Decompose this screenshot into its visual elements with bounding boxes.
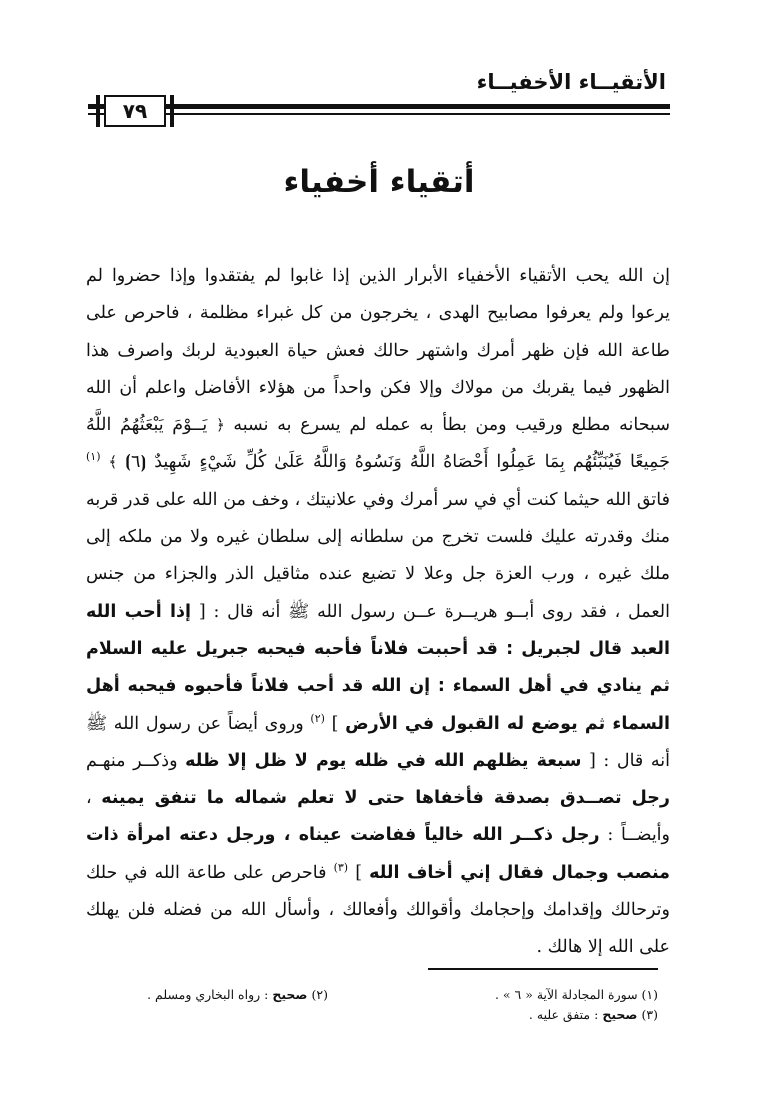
running-header-title: الأتقيــاء الأخفيــاء [476,70,666,94]
hadith-bracket-open: [ [589,750,596,771]
footnote-1: (١) سورة المجادلة الآية « ٦ » . [494,987,658,1002]
hadith-2-part-b: رجل تصــدق بصدقة فأخفاها حتى لا تعلم شماله ما تنفق يمينه [101,788,670,809]
chapter-title: أتقياء أخفياء [283,164,475,200]
footnote-separator [428,968,658,970]
hadith-bracket-close: ] [331,713,339,734]
footnote-2-number: (٢) [311,987,328,1002]
footnote-ref-1[interactable]: (١) [86,450,101,464]
paragraph-3: وروى أيضاً عن رسول الله ﷺ أنه قال : [86,713,670,771]
footnotes [88,985,658,1025]
hadith-2-connector: وذكــر منهـم [86,750,178,771]
verse-number: ⦗٦⦘ [125,452,147,473]
footnote-3-grade: صحيح [602,1007,638,1022]
footnote-3 [529,1005,658,1025]
footnote-3-number: (٣) [641,1007,658,1022]
paragraph-2: فاتق الله حيثما كنت أي في سر أمرك وفي علانيتك ، وخف من الله على قدر قربه منك وقدرته عليك فلست تخرج من سلطانه إلى سلطان غيره ولا من ملكه إلى ملك غيره ، ورب العزة جل وعلا لا تضيع عنده مثاقيل الذر والجزاء من جنس العمل ، فقد روى أبــو هريــرة عــن رسول الله ﷺ أنه قال : [86,489,671,622]
paragraph-4: فاحرص على طاعة الله في حلك وترحالك وإقدامك وإحجامك وأقوالك وأفعالك ، وأسأل الله من فضله فلن يهلك على الله إلا هالك . [86,862,670,958]
footnote-ref-2[interactable]: (٢) [310,711,325,725]
footnote-2-grade: صحيح [272,987,308,1002]
paragraph-1: إن الله يحب الأتقياء الأخفياء الأبرار الذين إذا غابوا لم يفتقدوا وإذا حضروا لم يرعوا ولم يعرفوا مصابيح الهدى ، يخرجون من كل غبراء مظلمة ، فاحرص على طاعة الله فإن ظهر أمرك واشتهر حالك فعش حياة العبودية لربك واصرف هذا الظهور فيما يقربك من مولاك وإلا فكن واحداً من هؤلاء الأفاضل واعلم أن الله سبحانه مطلع ورقيب ومن بطأ به عمله لم يسرع به نسبه [86,266,670,436]
page-number: ٧٩ [104,95,166,127]
hadith-2-also: ، وأيضــاً : [86,788,670,846]
hadith-bracket-close: ] [355,862,363,883]
header-rule-thin [88,113,670,115]
footnote-3-text: : متفق عليه . [528,1007,599,1022]
footnote-row [88,1005,658,1025]
body-text [86,258,670,967]
header-rule-thick [88,104,670,109]
quran-verse: يَــوْمَ يَبْعَثُهُمُ اللَّهُ جَمِيعًا فَيُنَبِّئُهُم بِمَا عَمِلُوا أَحْصَاهُ اللَّهُ وَنَسُوهُ وَاللَّهُ عَلَىٰ كُلِّ شَيْءٍ شَهِيدٌ [86,415,670,473]
quran-bracket-close: ﴾ [108,453,118,472]
footnote-2 [147,985,328,1005]
hadith-1: إذا أحب الله العبد قال لجبريل : قد أحببت فلاناً فأحبه فيحبه جبريل عليه السلام ثم ينادي في أهل السماء : إن الله قد أحب فلاناً فأحبوه فيحبه أهل السماء ثم يوضع له القبول في الأرض [86,601,671,734]
footnote-2-text: : رواه البخاري ومسلم . [147,987,269,1002]
footnote-row [88,985,658,1005]
hadith-2-part-c: رجل ذكــر الله خالياً ففاضت عيناه ، ورجل دعته امرأة ذات منصب وجمال فقال إني أخاف الله [86,825,670,883]
footnote-ref-3[interactable]: (٣) [333,860,349,874]
hadith-bracket-open: [ [198,601,206,622]
body-paragraph [86,258,670,967]
hadith-2-part-a: سبعة يظلهم الله في ظله يوم لا ظل إلا ظله [185,750,582,771]
quran-bracket-open: ﴿ [215,416,225,435]
